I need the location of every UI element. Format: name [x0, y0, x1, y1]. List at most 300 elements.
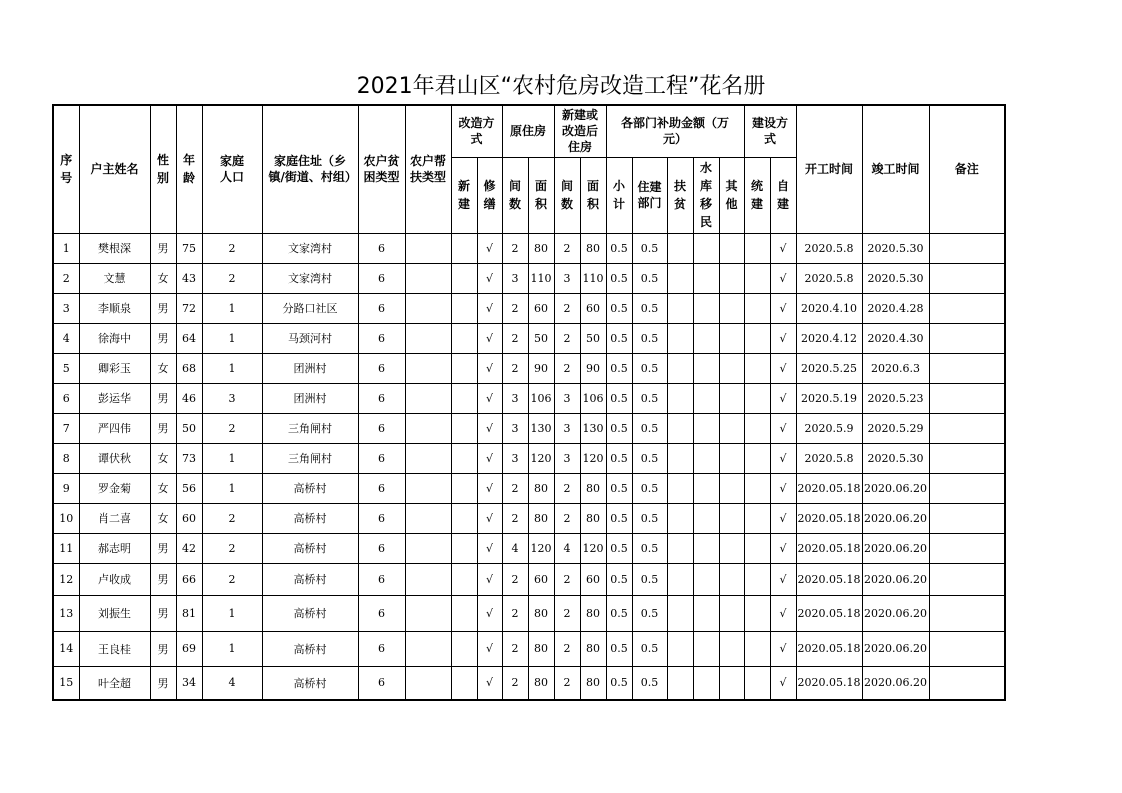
cell-build-self: √: [770, 666, 796, 700]
cell-gender: 男: [150, 413, 176, 443]
table-row: [53, 533, 1005, 563]
cell-build-unified: [744, 293, 770, 323]
cell-poverty-type: 6: [358, 631, 405, 666]
cell-sub-other: [719, 263, 744, 293]
cell-method-new: [451, 413, 477, 443]
cell-method-repair: √: [477, 293, 502, 323]
cell-poverty-type: 6: [358, 293, 405, 323]
cell-poverty-type: 6: [358, 595, 405, 631]
cell-address: 文家湾村: [262, 263, 358, 293]
cell-method-repair: √: [477, 233, 502, 263]
cell-sub-housing: 0.5: [632, 293, 667, 323]
cell-sub-other: [719, 533, 744, 563]
cell-method-repair: √: [477, 263, 502, 293]
cell-sub-reservoir: [693, 503, 719, 533]
cell-name: 王良桂: [79, 631, 150, 666]
cell-build-unified: [744, 443, 770, 473]
cell-sub-other: [719, 443, 744, 473]
table-row: [53, 293, 1005, 323]
cell-sub-reservoir: [693, 383, 719, 413]
cell-name: 卢收成: [79, 563, 150, 595]
cell-remark: [929, 263, 1005, 293]
cell-build-self: √: [770, 323, 796, 353]
header-build-method: 建设方式: [744, 105, 796, 157]
cell-method-repair: √: [477, 443, 502, 473]
cell-build-self: √: [770, 233, 796, 263]
cell-method-repair: √: [477, 595, 502, 631]
cell-sub-other: [719, 413, 744, 443]
table-row: [53, 666, 1005, 700]
cell-method-new: [451, 563, 477, 595]
cell-seq: 13: [53, 595, 79, 631]
cell-method-new: [451, 533, 477, 563]
cell-sub-total: 0.5: [606, 473, 632, 503]
cell-sub-poverty: [667, 233, 693, 263]
header-address: 家庭住址（乡镇/街道、村组）: [262, 105, 358, 233]
cell-address: 高桥村: [262, 533, 358, 563]
cell-build-self: √: [770, 563, 796, 595]
cell-sub-reservoir: [693, 353, 719, 383]
cell-gender: 男: [150, 563, 176, 595]
cell-new-rooms: 2: [554, 473, 580, 503]
cell-poverty-type: 6: [358, 503, 405, 533]
cell-remark: [929, 443, 1005, 473]
cell-poverty-type: 6: [358, 353, 405, 383]
table-row: [53, 233, 1005, 263]
cell-method-new: [451, 503, 477, 533]
cell-aid-type: [405, 443, 451, 473]
header-sub-poverty: 扶贫: [667, 157, 693, 233]
cell-address: 团洲村: [262, 353, 358, 383]
header-age: 年龄: [176, 105, 202, 233]
cell-method-new: [451, 353, 477, 383]
cell-family-size: 2: [202, 233, 262, 263]
header-method: 改造方式: [451, 105, 502, 157]
cell-sub-reservoir: [693, 263, 719, 293]
header-orig-area: 面积: [528, 157, 554, 233]
header-orig-rooms: 间数: [502, 157, 528, 233]
cell-sub-total: 0.5: [606, 323, 632, 353]
cell-aid-type: [405, 353, 451, 383]
cell-orig-rooms: 2: [502, 595, 528, 631]
cell-sub-other: [719, 666, 744, 700]
cell-orig-rooms: 2: [502, 233, 528, 263]
cell-start: 2020.5.19: [796, 383, 862, 413]
cell-orig-rooms: 3: [502, 263, 528, 293]
cell-seq: 3: [53, 293, 79, 323]
cell-age: 50: [176, 413, 202, 443]
cell-sub-poverty: [667, 473, 693, 503]
table-row: [53, 413, 1005, 443]
cell-poverty-type: 6: [358, 473, 405, 503]
cell-build-unified: [744, 533, 770, 563]
cell-seq: 7: [53, 413, 79, 443]
cell-orig-rooms: 3: [502, 383, 528, 413]
cell-sub-housing: 0.5: [632, 473, 667, 503]
cell-family-size: 4: [202, 666, 262, 700]
cell-remark: [929, 595, 1005, 631]
cell-sub-housing: 0.5: [632, 263, 667, 293]
table-row: [53, 323, 1005, 353]
cell-build-unified: [744, 233, 770, 263]
cell-start: 2020.05.18: [796, 503, 862, 533]
cell-method-repair: √: [477, 353, 502, 383]
cell-sub-reservoir: [693, 233, 719, 263]
cell-end: 2020.06.20: [862, 503, 929, 533]
cell-remark: [929, 293, 1005, 323]
cell-sub-poverty: [667, 413, 693, 443]
cell-new-area: 80: [580, 503, 606, 533]
cell-address: 分路口社区: [262, 293, 358, 323]
cell-aid-type: [405, 263, 451, 293]
cell-sub-reservoir: [693, 443, 719, 473]
cell-end: 2020.06.20: [862, 473, 929, 503]
cell-sub-total: 0.5: [606, 383, 632, 413]
cell-family-size: 1: [202, 353, 262, 383]
roster-table: [52, 104, 1006, 701]
header-end: 竣工时间: [862, 105, 929, 233]
header-start: 开工时间: [796, 105, 862, 233]
cell-family-size: 2: [202, 413, 262, 443]
cell-method-new: [451, 263, 477, 293]
cell-end: 2020.4.30: [862, 323, 929, 353]
cell-family-size: 1: [202, 595, 262, 631]
cell-sub-reservoir: [693, 666, 719, 700]
cell-gender: 男: [150, 666, 176, 700]
cell-address: 高桥村: [262, 563, 358, 595]
cell-name: 卿彩玉: [79, 353, 150, 383]
cell-name: 徐海中: [79, 323, 150, 353]
cell-seq: 8: [53, 443, 79, 473]
cell-sub-total: 0.5: [606, 443, 632, 473]
cell-build-self: √: [770, 595, 796, 631]
cell-age: 66: [176, 563, 202, 595]
cell-sub-reservoir: [693, 473, 719, 503]
cell-gender: 男: [150, 595, 176, 631]
cell-method-new: [451, 293, 477, 323]
cell-gender: 男: [150, 631, 176, 666]
cell-remark: [929, 473, 1005, 503]
header-new-area: 面积: [580, 157, 606, 233]
cell-aid-type: [405, 233, 451, 263]
cell-sub-poverty: [667, 503, 693, 533]
cell-name: 文慧: [79, 263, 150, 293]
cell-method-new: [451, 473, 477, 503]
cell-orig-rooms: 3: [502, 443, 528, 473]
cell-sub-total: 0.5: [606, 563, 632, 595]
cell-poverty-type: 6: [358, 413, 405, 443]
cell-poverty-type: 6: [358, 533, 405, 563]
cell-age: 64: [176, 323, 202, 353]
cell-new-area: 60: [580, 563, 606, 595]
cell-new-rooms: 3: [554, 443, 580, 473]
cell-sub-poverty: [667, 293, 693, 323]
cell-seq: 6: [53, 383, 79, 413]
header-subsidy: 各部门补助金额（万元）: [606, 105, 744, 157]
cell-sub-housing: 0.5: [632, 233, 667, 263]
cell-sub-housing: 0.5: [632, 563, 667, 595]
cell-sub-poverty: [667, 563, 693, 595]
cell-family-size: 1: [202, 323, 262, 353]
cell-end: 2020.06.20: [862, 533, 929, 563]
cell-orig-rooms: 2: [502, 323, 528, 353]
cell-sub-housing: 0.5: [632, 323, 667, 353]
cell-sub-total: 0.5: [606, 353, 632, 383]
cell-name: 刘振生: [79, 595, 150, 631]
header-sub-housing: 住建部门: [632, 157, 667, 233]
cell-sub-housing: 0.5: [632, 413, 667, 443]
cell-sub-housing: 0.5: [632, 443, 667, 473]
cell-method-new: [451, 443, 477, 473]
cell-sub-poverty: [667, 533, 693, 563]
cell-start: 2020.05.18: [796, 631, 862, 666]
header-sub-other: 其他: [719, 157, 744, 233]
cell-age: 46: [176, 383, 202, 413]
cell-seq: 5: [53, 353, 79, 383]
cell-remark: [929, 353, 1005, 383]
cell-sub-housing: 0.5: [632, 383, 667, 413]
table-row: [53, 563, 1005, 595]
cell-end: 2020.5.29: [862, 413, 929, 443]
cell-aid-type: [405, 563, 451, 595]
cell-address: 文家湾村: [262, 233, 358, 263]
cell-build-self: √: [770, 443, 796, 473]
cell-start: 2020.5.25: [796, 353, 862, 383]
cell-start: 2020.05.18: [796, 666, 862, 700]
table-row: [53, 595, 1005, 631]
cell-new-area: 80: [580, 473, 606, 503]
cell-end: 2020.5.23: [862, 383, 929, 413]
cell-end: 2020.06.20: [862, 563, 929, 595]
cell-build-self: √: [770, 383, 796, 413]
cell-start: 2020.05.18: [796, 533, 862, 563]
cell-sub-housing: 0.5: [632, 595, 667, 631]
cell-aid-type: [405, 533, 451, 563]
cell-build-self: √: [770, 473, 796, 503]
cell-sub-reservoir: [693, 533, 719, 563]
cell-seq: 12: [53, 563, 79, 595]
cell-sub-other: [719, 323, 744, 353]
cell-sub-housing: 0.5: [632, 353, 667, 383]
cell-age: 72: [176, 293, 202, 323]
header-seq: 序号: [53, 105, 79, 233]
cell-new-rooms: 2: [554, 563, 580, 595]
cell-orig-area: 120: [528, 443, 554, 473]
cell-family-size: 2: [202, 263, 262, 293]
cell-sub-other: [719, 595, 744, 631]
cell-sub-reservoir: [693, 323, 719, 353]
cell-remark: [929, 503, 1005, 533]
cell-new-rooms: 4: [554, 533, 580, 563]
cell-sub-poverty: [667, 383, 693, 413]
cell-orig-area: 50: [528, 323, 554, 353]
cell-orig-area: 90: [528, 353, 554, 383]
cell-age: 60: [176, 503, 202, 533]
cell-sub-poverty: [667, 323, 693, 353]
cell-method-repair: √: [477, 503, 502, 533]
cell-orig-area: 80: [528, 503, 554, 533]
cell-orig-rooms: 2: [502, 666, 528, 700]
cell-address: 高桥村: [262, 595, 358, 631]
cell-orig-area: 80: [528, 666, 554, 700]
cell-end: 2020.5.30: [862, 443, 929, 473]
header-orig-house: 原住房: [502, 105, 554, 157]
cell-gender: 女: [150, 473, 176, 503]
cell-build-unified: [744, 413, 770, 443]
cell-build-self: √: [770, 533, 796, 563]
cell-family-size: 1: [202, 631, 262, 666]
cell-poverty-type: 6: [358, 443, 405, 473]
document-title: 2021年君山区“农村危房改造工程”花名册: [356, 74, 766, 99]
cell-start: 2020.4.10: [796, 293, 862, 323]
cell-age: 81: [176, 595, 202, 631]
cell-poverty-type: 6: [358, 666, 405, 700]
cell-address: 马颈河村: [262, 323, 358, 353]
cell-gender: 男: [150, 233, 176, 263]
cell-method-new: [451, 666, 477, 700]
cell-name: 肖二喜: [79, 503, 150, 533]
cell-orig-area: 80: [528, 233, 554, 263]
cell-name: 彭运华: [79, 383, 150, 413]
cell-seq: 15: [53, 666, 79, 700]
cell-method-new: [451, 323, 477, 353]
table-row: [53, 631, 1005, 666]
cell-build-unified: [744, 563, 770, 595]
header-poverty-type: 农户贫困类型: [358, 105, 405, 233]
header-sub-reservoir: 水库移民: [693, 157, 719, 233]
cell-sub-reservoir: [693, 413, 719, 443]
table-row: [53, 503, 1005, 533]
cell-orig-area: 60: [528, 293, 554, 323]
cell-new-rooms: 3: [554, 383, 580, 413]
cell-poverty-type: 6: [358, 383, 405, 413]
cell-seq: 11: [53, 533, 79, 563]
cell-poverty-type: 6: [358, 563, 405, 595]
cell-end: 2020.6.3: [862, 353, 929, 383]
cell-seq: 1: [53, 233, 79, 263]
cell-sub-total: 0.5: [606, 233, 632, 263]
cell-end: 2020.5.30: [862, 233, 929, 263]
cell-new-rooms: 2: [554, 666, 580, 700]
header-sub-total: 小计: [606, 157, 632, 233]
cell-sub-other: [719, 383, 744, 413]
cell-build-self: √: [770, 293, 796, 323]
cell-family-size: 1: [202, 443, 262, 473]
cell-aid-type: [405, 473, 451, 503]
cell-aid-type: [405, 595, 451, 631]
cell-gender: 男: [150, 533, 176, 563]
cell-remark: [929, 533, 1005, 563]
cell-method-repair: √: [477, 323, 502, 353]
cell-age: 42: [176, 533, 202, 563]
cell-new-area: 80: [580, 595, 606, 631]
cell-new-area: 110: [580, 263, 606, 293]
cell-sub-other: [719, 563, 744, 595]
cell-poverty-type: 6: [358, 233, 405, 263]
cell-poverty-type: 6: [358, 323, 405, 353]
cell-sub-total: 0.5: [606, 263, 632, 293]
cell-age: 68: [176, 353, 202, 383]
cell-sub-poverty: [667, 443, 693, 473]
cell-age: 69: [176, 631, 202, 666]
header-new-house: 新建或改造后住房: [554, 105, 606, 157]
cell-method-repair: √: [477, 413, 502, 443]
cell-remark: [929, 631, 1005, 666]
cell-method-repair: √: [477, 666, 502, 700]
cell-sub-reservoir: [693, 631, 719, 666]
cell-start: 2020.5.8: [796, 443, 862, 473]
cell-age: 73: [176, 443, 202, 473]
cell-orig-rooms: 2: [502, 503, 528, 533]
cell-method-repair: √: [477, 383, 502, 413]
cell-new-area: 80: [580, 631, 606, 666]
cell-family-size: 2: [202, 563, 262, 595]
cell-orig-rooms: 2: [502, 473, 528, 503]
cell-aid-type: [405, 413, 451, 443]
cell-sub-housing: 0.5: [632, 666, 667, 700]
cell-aid-type: [405, 383, 451, 413]
cell-build-self: √: [770, 631, 796, 666]
cell-age: 34: [176, 666, 202, 700]
cell-start: 2020.05.18: [796, 595, 862, 631]
cell-name: 李顺泉: [79, 293, 150, 323]
cell-family-size: 2: [202, 533, 262, 563]
cell-start: 2020.5.9: [796, 413, 862, 443]
cell-gender: 男: [150, 383, 176, 413]
table-row: [53, 473, 1005, 503]
cell-new-rooms: 2: [554, 323, 580, 353]
cell-aid-type: [405, 503, 451, 533]
cell-new-rooms: 2: [554, 595, 580, 631]
cell-orig-area: 80: [528, 631, 554, 666]
cell-new-rooms: 2: [554, 631, 580, 666]
cell-build-unified: [744, 353, 770, 383]
header-aid-type: 农户帮扶类型: [405, 105, 451, 233]
cell-end: 2020.06.20: [862, 595, 929, 631]
cell-build-unified: [744, 595, 770, 631]
cell-age: 43: [176, 263, 202, 293]
cell-gender: 男: [150, 293, 176, 323]
header-build-unified: 统建: [744, 157, 770, 233]
cell-name: 谭伏秋: [79, 443, 150, 473]
cell-address: 团洲村: [262, 383, 358, 413]
header-family-size: 家庭人口: [202, 105, 262, 233]
cell-new-rooms: 3: [554, 263, 580, 293]
cell-sub-housing: 0.5: [632, 503, 667, 533]
cell-seq: 2: [53, 263, 79, 293]
cell-sub-total: 0.5: [606, 533, 632, 563]
cell-address: 高桥村: [262, 631, 358, 666]
cell-family-size: 2: [202, 503, 262, 533]
cell-new-rooms: 3: [554, 413, 580, 443]
cell-build-self: √: [770, 503, 796, 533]
cell-new-area: 80: [580, 666, 606, 700]
cell-seq: 4: [53, 323, 79, 353]
cell-end: 2020.5.30: [862, 263, 929, 293]
cell-orig-area: 120: [528, 533, 554, 563]
cell-name: 樊根深: [79, 233, 150, 263]
cell-orig-area: 130: [528, 413, 554, 443]
cell-sub-total: 0.5: [606, 503, 632, 533]
cell-sub-other: [719, 503, 744, 533]
cell-sub-poverty: [667, 353, 693, 383]
cell-sub-other: [719, 233, 744, 263]
cell-method-new: [451, 233, 477, 263]
table-row: [53, 353, 1005, 383]
cell-start: 2020.4.12: [796, 323, 862, 353]
cell-end: 2020.4.28: [862, 293, 929, 323]
cell-gender: 女: [150, 443, 176, 473]
